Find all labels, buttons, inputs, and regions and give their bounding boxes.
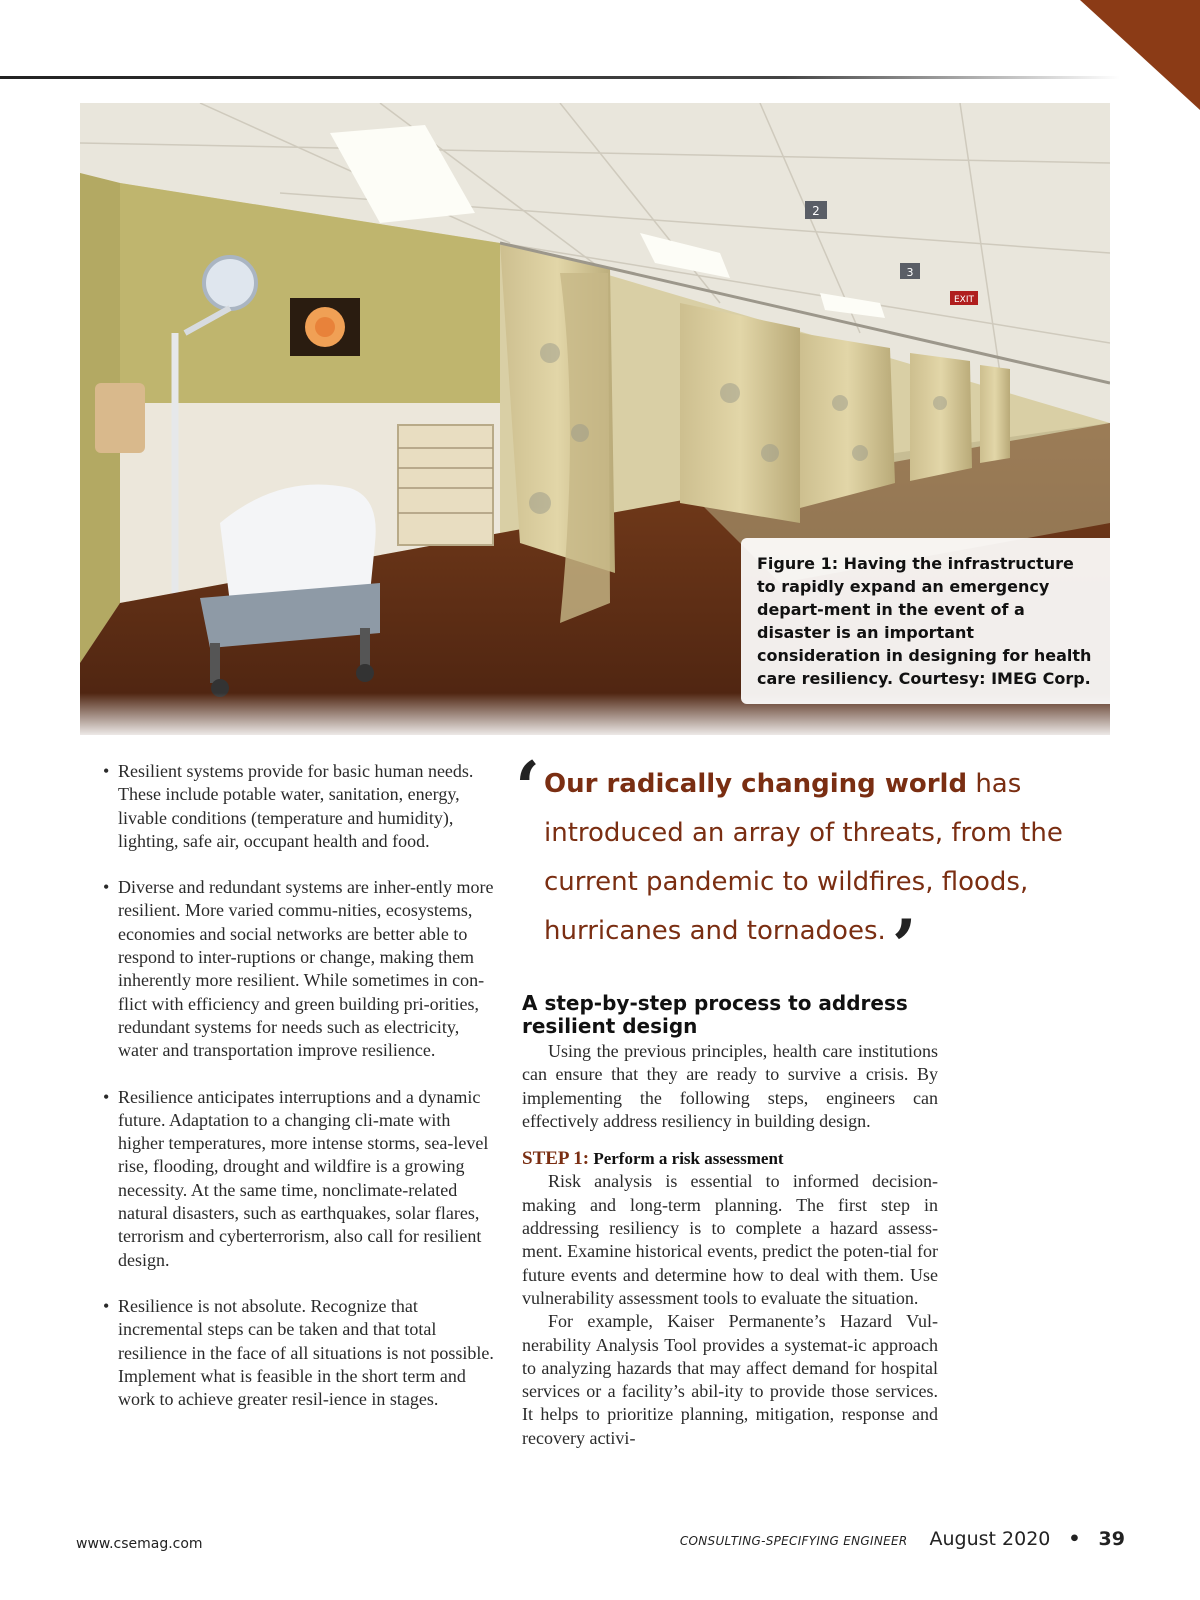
header-rule [0,76,1120,79]
step-1-label: STEP 1: [522,1148,590,1170]
bullet-dot: • [103,1295,110,1316]
right-column [522,992,938,1450]
footer-url: www.csemag.com [76,1536,203,1552]
section-heading: A step-by-step process to address resilient design [522,991,908,1038]
bay-3-sign: 3 [906,266,914,279]
pull-quote-lead: Our radically changing world [544,769,968,799]
page-number: 39 [1098,1528,1125,1550]
bullet-dot: • [103,877,110,898]
bullet-dot: • [103,1086,110,1107]
bay-2-sign: 2 [812,204,820,218]
bullet-item [103,760,498,853]
corner-accent [1080,0,1200,110]
pull-quote [518,760,1104,988]
quote-close-mark: ’ [891,903,917,988]
bullet-text: Resilient systems provide for basic human needs. These include potable water, sanitation, energy, livable conditions (temperature and humidity), lighting, safe air, occupant health and food. [118,761,474,851]
bullet-text: Resilience is not absolute. Recognize that incremental steps can be taken and that total resilience in the face of all situations is not possible. Implement what is feasible in the short term and work to achieve greater resil-ience in stages. [118,1295,494,1410]
step-1-paragraph: For example, Kaiser Permanente’s Hazard Vul-nerability Analysis Tool provides a systemat-ic approach to analyzing hazards that may affect demand for hospital services or a facility’s abil-ity to provide those services. It helps to prioritize planning, mitigation, response and recovery activi- [522,1311,938,1448]
quote-open-mark: ‘ [515,745,541,830]
pull-quote-text: has introduced an array of threats, from the current pandemic to wildfires, floods, hurricanes and tornadoes. [544,769,1063,946]
figure-photo [80,103,1110,735]
step-1-title: Perform a risk assessment [589,1149,784,1169]
bullet-item [103,876,498,1062]
figure-caption: Figure 1: Having the infrastructure to rapidly expand an emergency depart-ment in the event of a disaster is an important consideration in designing for health care resiliency. Courtesy: IMEG Corp. [741,538,1110,704]
bullet-item [103,1086,498,1272]
footer-date: August 2020 [929,1528,1051,1550]
footer-folio [680,1528,1125,1550]
bullet-text: Resilience anticipates interruptions and a dynamic future. Adaptation to a changing cli-mate with higher temperatures, more intense storms, sea-level rise, flooding, drought and wildfire is a growing necessity. At the same time, nonclimate-related natural disasters, such as earthquakes, solar flares, terrorism and cyberterrorism, also call for resilient design. [118,1086,489,1270]
exit-sign: EXIT [953,295,975,305]
step-1-heading [522,1147,938,1170]
bullet-dot: • [103,761,110,781]
step-1-paragraph: Risk analysis is essential to informed decision-making and long-term planning. The first step in addressing resiliency is to complete a hazard assess-ment. Examine historical events, predict the poten-tial for future events and determine how to deal with them. Use vulnerability assessment tools to evaluate the situation. [522,1171,938,1308]
bullet-text: Diverse and redundant systems are inher-ently more resilient. More varied commu-nities, ecosystems, economies and social networks are better able to respond to inter-ruptions or change, making them inherently more resilient. While sometimes in con-flict with efficiency and green building pri-orities, redundant systems for needs such as electricity, water and transportation improve resilience. [118,877,494,1061]
footer-separator: • [1068,1528,1081,1550]
intro-paragraph: Using the previous principles, health care institutions can ensure that they are ready to survive a crisis. By implementing the following steps, engineers can effectively address resiliency in building design. [522,1041,938,1131]
left-column [103,760,498,1434]
bullet-item [103,1295,498,1411]
footer-publication: CONSULTING-SPECIFYING ENGINEER [679,1534,908,1548]
